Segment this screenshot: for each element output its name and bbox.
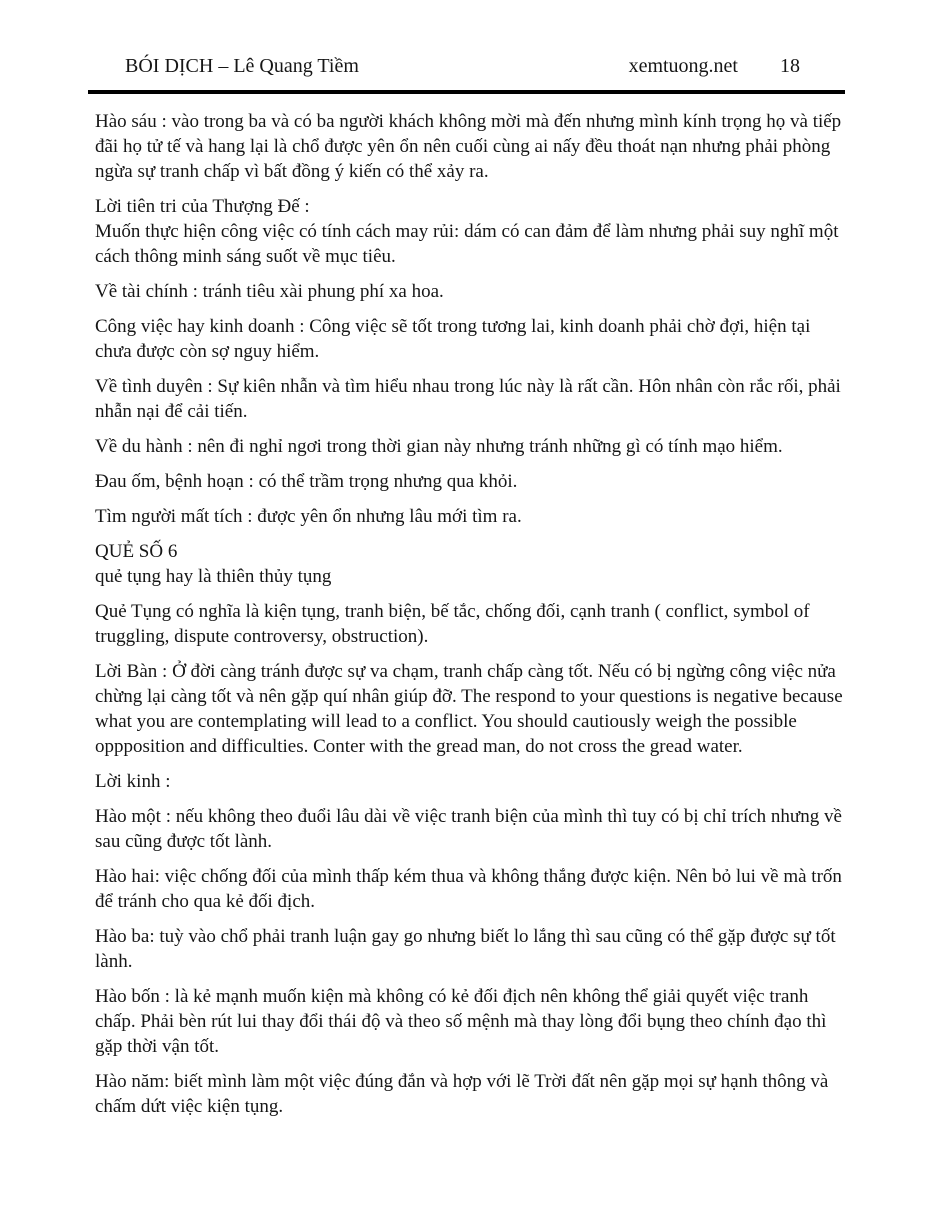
- header-divider-rule: [88, 90, 845, 94]
- para-tim-nguoi-mat-tich: Tìm người mất tích : được yên ổn nhưng lâu mới tìm ra.: [95, 506, 522, 527]
- para-loi-ban: Lời Bàn : Ở đời càng tránh được sự va chạm, tranh chấp càng tốt. Nếu có bị ngừng công việc nửa chừng lại càng tốt và nên gặp quí nhân giúp đỡ. The respond to your questions is negative because what you are contemplating will lead to a conflict. You should cautiously weigh the possible oppposition and difficulties. Conter with the gread man, do not cross the gread water.: [95, 661, 843, 757]
- para-hao-mot: Hào một : nếu không theo đuổi lâu dài về việc tranh biện của mình thì tuy có bị chỉ trích nhưng về sau cũng được tốt lành.: [95, 806, 842, 852]
- para-hao-sau: Hào sáu : vào trong ba và có ba người khách không mời mà đến nhưng mình kính trọng họ và tiếp đãi họ tử tế và hang lại là chổ được yên ổn nên cuối cùng ai nấy đều thoát nạn nhưng phải phòng ngừa sự tranh chấp vì bất đồng ý kiến có thể xảy ra.: [95, 111, 842, 182]
- section-heading-que-so-6: QUẺ SỐ 6: [95, 541, 178, 562]
- para-loi-kinh-label: Lời kinh :: [95, 771, 171, 792]
- page-header: [0, 0, 935, 78]
- para-hao-bon: Hào bốn : là kẻ mạnh muốn kiện mà không có kẻ đối địch nên không thể giải quyết việc tranh chấp. Phải bèn rút lui thay đổi thái độ và theo số mệnh mà thay lòng đổi bụng theo chính đạo thì gặp thời vận tốt.: [95, 986, 827, 1057]
- para-ve-du-hanh: Về du hành : nên đi nghỉ ngơi trong thời gian này nhưng tránh những gì có tính mạo hiểm.: [95, 436, 783, 457]
- para-ve-tinh-duyen: Về tình duyên : Sự kiên nhẫn và tìm hiểu nhau trong lúc này là rất cần. Hôn nhân còn rắc rối, phải nhẫn nại để cải tiến.: [95, 376, 841, 422]
- para-hao-ba: Hào ba: tuỳ vào chổ phải tranh luận gay go nhưng biết lo lắng thì sau cũng có thể gặp được sự tốt lành.: [95, 926, 836, 972]
- para-que-tung-subtitle: quẻ tụng hay là thiên thủy tụng: [95, 566, 332, 587]
- para-ve-tai-chinh: Về tài chính : tránh tiêu xài phung phí xa hoa.: [95, 281, 444, 302]
- header-page-number: 18: [780, 55, 800, 77]
- header-book-title: BÓI DỊCH – Lê Quang Tiềm: [125, 55, 359, 77]
- para-que-tung-meaning: Quẻ Tụng có nghĩa là kiện tụng, tranh biện, bế tắc, chống đối, cạnh tranh ( conflict, symbol of truggling, dispute controversy, obstruction).: [95, 601, 810, 647]
- para-cong-viec-kinh-doanh: Công việc hay kinh doanh : Công việc sẽ tốt trong tương lai, kinh doanh phải chờ đợi, hiện tại chưa được còn sợ nguy hiểm.: [95, 316, 811, 362]
- para-loi-tien-tri-text: Muốn thực hiện công việc có tính cách may rủi: dám có can đảm để làm nhưng phải suy nghĩ một cách thông minh sáng suốt về mục tiêu.: [95, 221, 839, 267]
- document-body: [95, 109, 847, 1119]
- header-site-name: xemtuong.net: [628, 55, 738, 77]
- para-hao-hai: Hào hai: việc chống đối của mình thấp kém thua và không thắng được kiện. Nên bỏ lui về mà trốn để tránh cho qua kẻ đối địch.: [95, 866, 842, 912]
- para-hao-nam: Hào năm: biết mình làm một việc đúng đắn và hợp với lẽ Trời đất nên gặp mọi sự hạnh thông và chấm dứt việc kiện tụng.: [95, 1071, 829, 1117]
- para-dau-om-benh-hoan: Đau ốm, bệnh hoạn : có thể trầm trọng nhưng qua khỏi.: [95, 471, 518, 492]
- para-loi-tien-tri-label: Lời tiên tri của Thượng Đế :: [95, 196, 310, 217]
